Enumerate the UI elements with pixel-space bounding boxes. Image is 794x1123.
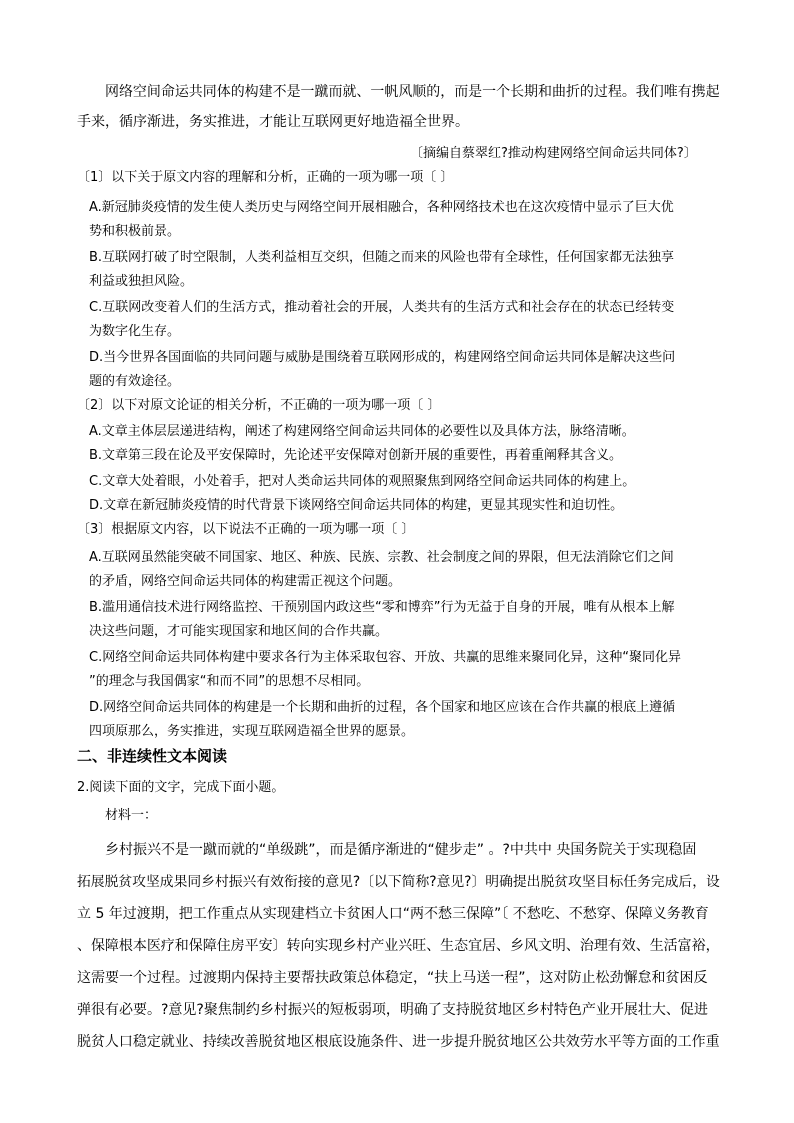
q3-option-d-line-1: D.网络空间命运共同体的构建是一个长期和曲折的过程，各个国家和地区应该在合作共赢的根底上遵循 <box>89 700 676 715</box>
q2-option-b: B.文章第三段在论及平安保障时，先论述平安保障对创新开展的重要性，再着重阐释其含义。 <box>89 448 623 463</box>
q3-option-b-line-2: 决这些问题，才可能实现国家和地区间的合作共赢。 <box>89 624 389 639</box>
q2-option-c: C.文章大处着眼，小处着手，把对人类命运共同体的观照聚焦到网络空间命运共同体的构建上。 <box>89 474 636 489</box>
material-one-label: 材料一： <box>105 808 158 823</box>
q3-option-c-line-2: ”的理念与我国偶家“和而不同”的思想不尽相同。 <box>89 674 370 689</box>
material-line-3: 立 5 年过渡期，把工作重点从实现建档立卡贫困人口“两不愁三保障”〔 不愁吃、不愁穿、保障义务教育 <box>77 906 709 922</box>
question-2-instruction: 2.阅读下面的文字，完成下面小题。 <box>77 780 285 795</box>
q1-option-a-line-2: 势和积极前景。 <box>89 224 181 239</box>
material-line-4: 、保障根本医疗和保障住房平安〕转向实现乡村产业兴旺、生态宜居、乡风文明、治理有效、生活富裕， <box>77 938 720 954</box>
section-2-heading: 二、非连续性文本阅读 <box>77 747 228 765</box>
question-2-stem: 〔2〕以下对原文论证的相关分析，不正确的一项为哪一项〔 〕 <box>77 398 441 413</box>
material-line-7: 脱贫人口稳定就业、持续改善脱贫地区根底设施条件、进一步提升脱贫地区公共效劳水平等方面的工作重 <box>77 1034 720 1050</box>
q3-option-a-line-2: 的矛盾，网络空间命运共同体的构建需正视这个问题。 <box>89 574 402 589</box>
question-1-stem: 〔1〕以下关于原文内容的理解和分析，正确的一项为哪一项〔 〕 <box>77 170 454 185</box>
q2-option-d: D.文章在新冠肺炎疫情的时代背景下谈网络空间命运共同体的构建，更显其现实性和迫切性。 <box>89 498 624 513</box>
q1-option-a-line-1: A.新冠肺炎疫情的发生使人类历史与网络空间开展相融合，各种网络技术也在这次疫情中显示了巨大优 <box>89 200 674 215</box>
question-3-stem: 〔3〕根据原文内容，以下说法不正确的一项为哪一项〔 〕 <box>77 522 415 537</box>
q3-option-d-line-2: 四项原那么，务实推进，实现互联网造福全世界的愿景。 <box>89 724 415 739</box>
passage-line-2: 手来，循序渐进，务实推进，才能让互联网更好地造福全世界。 <box>77 114 469 130</box>
q1-option-d-line-2: 题的有效途径。 <box>89 374 181 389</box>
q1-option-b-line-1: B.互联网打破了时空限制，人类利益相互交织，但随之而来的风险也带有全球性，任何国家都无法独享 <box>89 250 675 265</box>
q1-option-c-line-2: 为数字化生存。 <box>89 324 181 339</box>
material-line-5: 这需要一个过程。过渡期内保持主要帮扶政策总体稳定，“扶上马送一程”，这对防止松劲懈怠和贫困反 <box>77 970 708 986</box>
material-line-2: 拓展脱贫攻坚成果同乡村振兴有效衔接的意见?〔以下简称?意见?〕明确提出脱贫攻坚目标任务完成后，设 <box>77 874 720 890</box>
q3-option-b-line-1: B.滥用通信技术进行网络监控、干预别国内政这些“零和博弈”行为无益于自身的开展，唯有从根本上解 <box>89 600 675 615</box>
q1-option-c-line-1: C.互联网改变着人们的生活方式，推动着社会的开展，人类共有的生活方式和社会存在的状态已经转变 <box>89 300 675 315</box>
q1-option-d-line-1: D.当今世界各国面临的共同问题与威胁是围绕着互联网形成的，构建网络空间命运共同体是解决这些问 <box>89 350 676 365</box>
q3-option-c-line-1: C.网络空间命运共同体构建中要求各行为主体采取包容、开放、共赢的思维来聚同化异，这种“聚同化异 <box>89 650 681 665</box>
material-line-6: 弹很有必要。?意见?聚焦制约乡村振兴的短板弱项，明确了支持脱贫地区乡村特色产业开展壮大、促进 <box>77 1002 708 1018</box>
passage-line-1: 网络空间命运共同体的构建不是一蹴而就、一帆风顺的，而是一个长期和曲折的过程。我们唯有携起 <box>105 84 720 100</box>
material-line-1: 乡村振兴不是一蹴而就的“单级跳”，而是循序渐进的“健步走” 。?中共中 央国务院关于实现稳固 <box>105 842 697 858</box>
source-citation: 〔摘编自蔡翠红?推动构建网络空间命运共同体?〕 <box>410 146 697 161</box>
q3-option-a-line-1: A.互联网虽然能突破不同国家、地区、种族、民族、宗教、社会制度之间的界限，但无法消除它们之间 <box>89 550 674 565</box>
q2-option-a: A.文章主体层层递进结构，阐述了构建网络空间命运共同体的必要性以及具体方法，脉络清晰。 <box>89 424 635 439</box>
q1-option-b-line-2: 利益或独担风险。 <box>89 274 194 289</box>
